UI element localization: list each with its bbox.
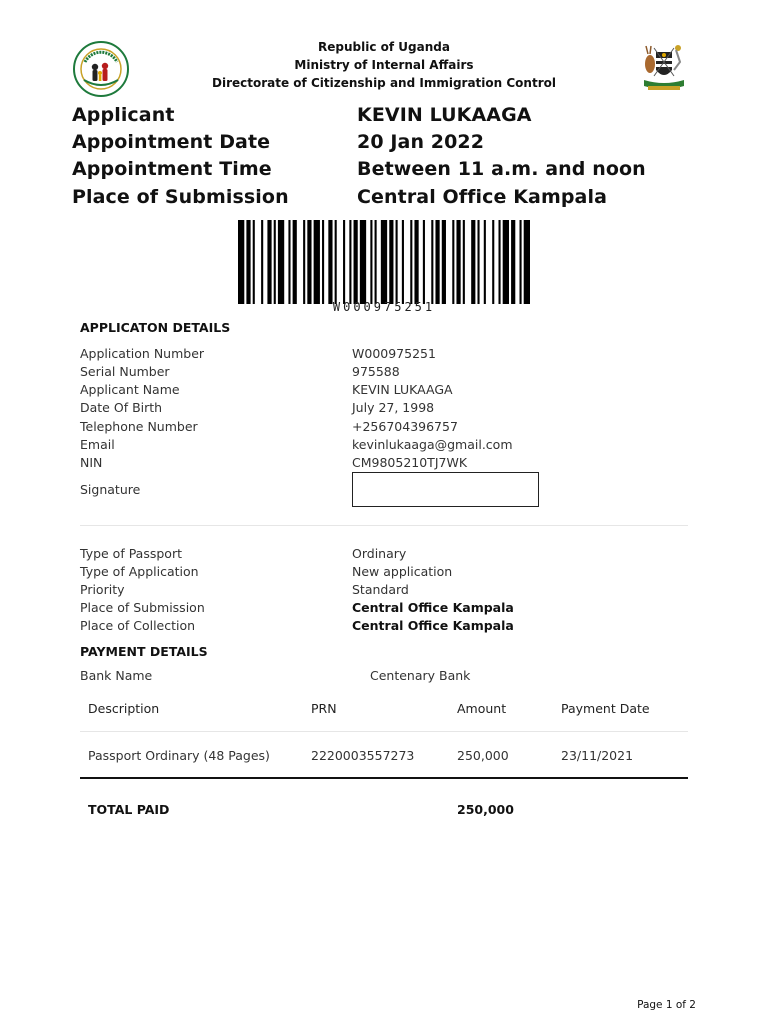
column-header-prn: PRN <box>311 701 337 716</box>
barcode-bar <box>410 220 412 304</box>
barcode-bar <box>431 220 433 304</box>
column-header-amount: Amount <box>457 701 507 716</box>
barcode-bar <box>381 220 387 304</box>
column-header-payment-date: Payment Date <box>561 701 650 716</box>
header-line-3: Directorate of Citizenship and Immigration Control <box>212 76 556 90</box>
bank-name-label: Bank Name <box>80 668 153 683</box>
barcode-bar <box>314 220 320 304</box>
payment-date-cell: 23/11/2021 <box>561 748 634 763</box>
barcode-bar <box>349 220 351 304</box>
appointment-time-value: Between 11 a.m. and noon <box>357 158 646 180</box>
barcode-bar <box>456 220 460 304</box>
barcode-bar <box>402 220 404 304</box>
barcode-bar <box>288 220 290 304</box>
payment-amount-cell: 250,000 <box>457 748 509 763</box>
barcode-bar <box>396 220 398 304</box>
passport-type-label: Type of Passport <box>80 546 182 561</box>
barcode-bar <box>238 220 244 304</box>
nin-value: CM9805210TJ7WK <box>352 455 468 470</box>
appointment-date-value: 20 Jan 2022 <box>357 131 485 153</box>
priority-label: Priority <box>80 582 125 597</box>
barcode-bar <box>389 220 393 304</box>
payment-prn-cell: 2220003557273 <box>311 748 415 763</box>
total-paid-label: TOTAL PAID <box>88 802 170 817</box>
date-of-birth-value: July 27, 1998 <box>352 400 435 415</box>
serial-number-label: Serial Number <box>80 364 170 379</box>
barcode-bar <box>498 220 500 304</box>
barcode-bar <box>354 220 358 304</box>
application-number-value: W000975251 <box>352 346 436 361</box>
barcode-bar <box>524 220 530 304</box>
barcode-bar <box>307 220 311 304</box>
page-number: Page 1 of 2 <box>637 999 696 1011</box>
place-of-submission-value: Central Office Kampala <box>357 186 608 208</box>
barcode-bar <box>484 220 486 304</box>
application-number-label: Application Number <box>80 346 205 361</box>
signature-label: Signature <box>80 482 141 497</box>
application-details-title: APPLICATON DETAILS <box>80 320 231 335</box>
applicant-label: Applicant <box>72 104 175 126</box>
submission-place-value: Central Office Kampala <box>352 600 514 615</box>
barcode-bar <box>477 220 479 304</box>
barcode-bar <box>328 220 332 304</box>
uganda-coat-of-arms-icon <box>638 40 690 94</box>
barcode-bar <box>261 220 263 304</box>
nin-label: NIN <box>80 455 103 470</box>
barcode-bar <box>267 220 271 304</box>
header-line-1: Republic of Uganda <box>318 40 450 54</box>
barcode-bar <box>343 220 345 304</box>
barcode-bar <box>511 220 515 304</box>
barcode-bar <box>375 220 377 304</box>
barcode-bar <box>452 220 454 304</box>
barcode-bar <box>246 220 250 304</box>
collection-place-value: Central Office Kampala <box>352 618 514 633</box>
barcode-bar <box>503 220 509 304</box>
barcode-bar <box>293 220 297 304</box>
submission-place-label: Place of Submission <box>80 600 205 615</box>
barcode-bar <box>370 220 372 304</box>
applicant-name-label: Applicant Name <box>80 382 180 397</box>
barcode-bar <box>274 220 276 304</box>
barcode-bar <box>492 220 494 304</box>
header-line-2: Ministry of Internal Affairs <box>294 58 474 72</box>
barcode-bar <box>463 220 465 304</box>
barcode-bar <box>360 220 366 304</box>
appointment-date-label: Appointment Date <box>72 131 271 153</box>
place-of-submission-label: Place of Submission <box>72 186 289 208</box>
barcode-bar <box>442 220 446 304</box>
bank-name-value: Centenary Bank <box>370 668 471 683</box>
applicant-name-value: KEVIN LUKAAGA <box>352 382 453 397</box>
barcode-bar <box>520 220 522 304</box>
barcode-bar <box>322 220 324 304</box>
telephone-number-value: +256704396757 <box>352 419 458 434</box>
barcode-bar <box>303 220 305 304</box>
barcode-bar <box>335 220 337 304</box>
collection-place-label: Place of Collection <box>80 618 196 633</box>
section-divider <box>80 525 688 526</box>
email-value: kevinlukaaga@gmail.com <box>352 437 513 452</box>
barcode-bar <box>278 220 284 304</box>
barcode-bar <box>414 220 418 304</box>
email-label: Email <box>80 437 115 452</box>
passport-type-value: Ordinary <box>352 546 407 561</box>
table-header-divider <box>80 731 688 732</box>
signature-box <box>352 472 539 507</box>
application-type-label: Type of Application <box>80 564 199 579</box>
priority-value: Standard <box>352 582 409 597</box>
barcode-bar <box>423 220 425 304</box>
barcode-bar <box>471 220 475 304</box>
barcode-text: W000975251 <box>332 300 436 314</box>
total-paid-amount: 250,000 <box>457 802 514 817</box>
appointment-time-label: Appointment Time <box>72 158 272 180</box>
barcode <box>238 220 530 304</box>
barcode-bar <box>435 220 439 304</box>
telephone-number-label: Telephone Number <box>80 419 198 434</box>
date-of-birth-label: Date Of Birth <box>80 400 163 415</box>
payment-description-cell: Passport Ordinary (48 Pages) <box>88 748 270 763</box>
barcode-bar <box>253 220 255 304</box>
table-total-divider <box>80 777 688 779</box>
application-type-value: New application <box>352 564 453 579</box>
column-header-description: Description <box>88 701 160 716</box>
serial-number-value: 975588 <box>352 364 400 379</box>
payment-details-title: PAYMENT DETAILS <box>80 644 208 659</box>
applicant-value: KEVIN LUKAAGA <box>357 104 532 126</box>
